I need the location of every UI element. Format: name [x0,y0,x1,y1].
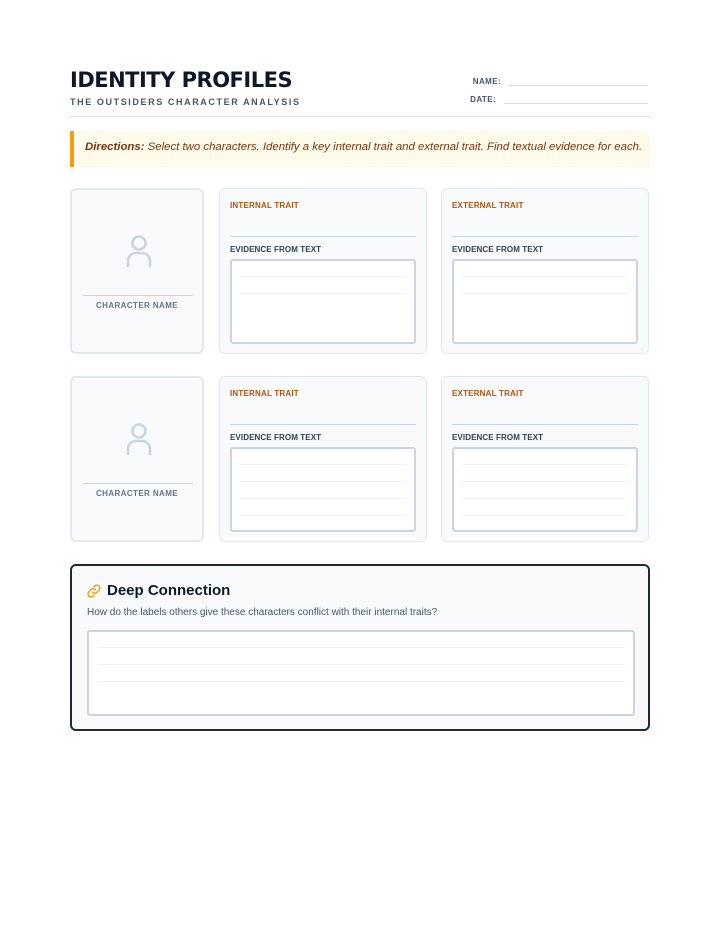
ruled-line [462,293,628,294]
ruled-line [462,464,628,465]
ruled-line [240,464,406,465]
deep-connection-title: Deep Connection [107,582,231,599]
evidence-box[interactable] [230,259,416,344]
ruled-line [97,681,625,682]
ruled-line [462,481,628,482]
profile-row-1 [70,188,650,354]
directions-text: Select two characters. Identify a key internal trait and external trait. Find textual evidence for each. [144,141,643,153]
person-icon [125,422,153,456]
directions-label: Directions: [85,141,145,153]
character-card[interactable] [70,376,204,542]
internal-trait-title: INTERNAL TRAIT [230,389,299,398]
external-trait-input-line[interactable] [452,236,638,237]
worksheet-page [70,66,650,618]
evidence-box[interactable] [230,447,416,532]
deep-connection-card [70,564,650,731]
external-trait-title: EXTERNAL TRAIT [452,201,524,210]
name-input-line[interactable] [509,76,648,86]
profile-row-2 [70,376,650,542]
date-field [470,94,648,104]
evidence-label: EVIDENCE FROM TEXT [452,433,544,442]
deep-connection-question: How do the labels others give these characters conflict with their internal traits? [87,607,438,618]
header [70,66,650,117]
internal-trait-input-line[interactable] [230,424,416,425]
ruled-line [462,276,628,277]
evidence-box[interactable] [452,447,638,532]
internal-trait-card [219,376,427,542]
external-trait-input-line[interactable] [452,424,638,425]
name-label: NAME: [472,77,501,86]
directions-callout [70,131,650,167]
character-name-line [83,483,193,484]
ruled-line [97,664,625,665]
ruled-line [240,276,406,277]
ruled-line [240,481,406,482]
evidence-label: EVIDENCE FROM TEXT [452,245,544,254]
ruled-line [462,515,628,516]
page-title: IDENTITY PROFILES [70,68,293,92]
ruled-line [97,647,625,648]
internal-trait-input-line[interactable] [230,236,416,237]
external-trait-title: EXTERNAL TRAIT [452,389,524,398]
name-field [473,76,648,86]
ruled-line [240,293,406,294]
response-box[interactable] [87,630,635,716]
date-input-line[interactable] [504,94,648,104]
character-name-label: CHARACTER NAME [95,301,179,310]
character-card[interactable] [70,188,204,354]
date-label: DATE: [470,95,496,104]
evidence-label: EVIDENCE FROM TEXT [230,433,322,442]
internal-trait-card [219,188,427,354]
ruled-line [462,498,628,499]
ruled-line [240,498,406,499]
page-subtitle: THE OUTSIDERS CHARACTER ANALYSIS [70,97,301,107]
ruled-line [240,515,406,516]
evidence-box[interactable] [452,259,638,344]
external-trait-card [441,188,649,354]
character-name-label: CHARACTER NAME [95,489,179,498]
internal-trait-title: INTERNAL TRAIT [230,201,299,210]
character-name-line [83,295,193,296]
external-trait-card [441,376,649,542]
link-icon [86,583,102,599]
person-icon [125,234,153,268]
evidence-label: EVIDENCE FROM TEXT [230,245,322,254]
